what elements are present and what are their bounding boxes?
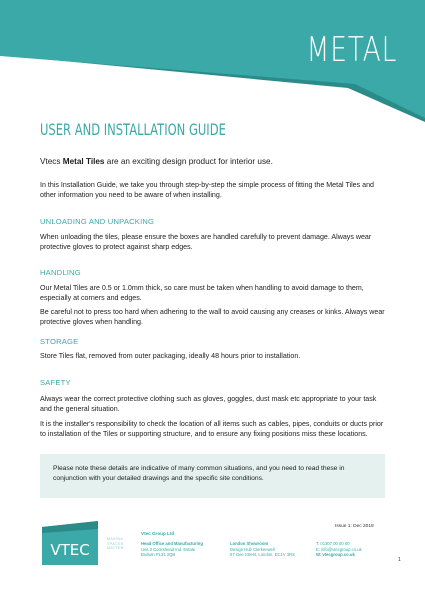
intro-lead-bold: Metal Tiles	[62, 157, 105, 166]
section-heading-safety: SAFETY	[40, 378, 71, 387]
note-box	[40, 454, 385, 498]
issue-date: Issue 1: Dec 2018	[335, 524, 374, 529]
page-number: 1	[398, 557, 401, 563]
section-paragraph: Always wear the correct protective clothing such as gloves, goggles, dust mask etc appropriate to your task and the general situation.	[40, 395, 377, 413]
intro-lead	[40, 157, 273, 166]
intro-lead-suffix: are an exciting design product for interior use.	[106, 157, 273, 166]
note-text: Please note these details are indicative of many common situations, and you need to read these in conjunction with your detailed drawings and the specific site conditions.	[53, 465, 345, 482]
logo-tagline: MAKING SPACES MATTER	[107, 537, 124, 551]
showroom-address: London Showroom Design Hub Clerkenwell 67 Gee Street, London, EC1V 3RS	[230, 541, 295, 558]
intro-lead-prefix: Vtecs	[40, 157, 61, 166]
section-heading-unloading: UNLOADING AND UNPACKING	[40, 217, 155, 226]
section-heading-storage: STORAGE	[40, 337, 79, 346]
intro-paragraph: In this Installation Guide, we take you through step-by-step the simple process of fitting the Metal Tiles and other information you need to be aware of when installing.	[40, 181, 374, 199]
contact-details	[316, 541, 362, 558]
contact-web[interactable]: W: vtecgroup.co.uk	[316, 552, 355, 558]
section-paragraph: Our Metal Tiles are 0.5 or 1.0mm thick, so care must be taken when handling to avoid damage to them, especially at corners and edges.	[40, 284, 364, 302]
contact-phone: T: 01307 00 00 00	[316, 541, 350, 546]
guide-title: USER AND INSTALLATION GUIDE	[40, 120, 226, 139]
section-paragraph: Be careful not to press too hard when adhering to the wall to avoid causing any creases or kinks. Always wear protective gloves when handling.	[40, 308, 385, 326]
product-title: METAL	[306, 30, 397, 70]
section-paragraph: When unloading the tiles, please ensure the boxes are handled carefully to prevent damage. Always wear protective gloves to protect against sharp edges.	[40, 233, 372, 251]
company-name: Vtec Group Ltd	[141, 531, 175, 536]
contact-email[interactable]: E: info@vtecgroup.co.uk	[316, 546, 362, 552]
logo-text: VTEC	[50, 541, 90, 559]
vtec-logo	[40, 521, 100, 565]
section-heading-handling: HANDLING	[40, 268, 81, 277]
section-paragraph: It is the installer's responsibility to check the location of all items such as cables, pipes, conduits or ducts prior to installation of the Tiles or supporting structure, and to ensure any fixing positions miss these locations.	[40, 420, 384, 438]
section-paragraph: Store Tiles flat, removed from outer packaging, ideally 48 hours prior to installation.	[40, 352, 301, 360]
head-office-address: Head Office and Manufacturing Unit 3 Cockshead Ind. Estate Bodwin PL31 2QB	[141, 541, 203, 558]
